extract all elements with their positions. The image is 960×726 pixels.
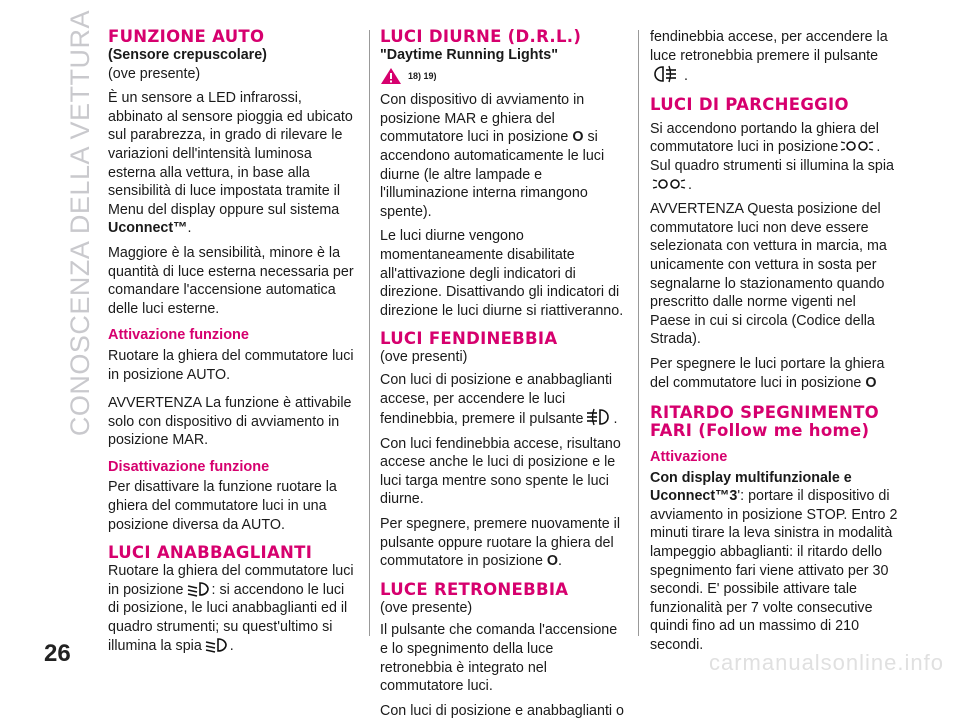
paragraph: Ruotare la ghiera del commutatore luci in posizione AUTO. — [108, 347, 354, 383]
paragraph: fendinebbia accese, per accendere la luce retronebbia premere il pulsante . — [650, 29, 888, 85]
page-number: 26 — [44, 640, 71, 667]
subheading-sensore: (Sensore crepuscolare) — [108, 47, 267, 63]
column-divider — [638, 30, 639, 636]
paragraph: Ruotare la ghiera del commutatore luci in posizione : si accendono le luci di posizione, le luci anabbaglianti ed il quadro strumenti; su quest'ultimo si illumina la spia . — [108, 563, 354, 654]
uconnect-label: Uconnect™ — [108, 220, 188, 237]
paragraph: Si accendono portando la ghiera del commutatore luci in posizione . Sul quadro strumenti si illumina la spia . — [650, 120, 894, 193]
column-1 — [108, 28, 356, 661]
warning-ref-numbers: 18) 19) — [408, 70, 437, 81]
warning-reference — [380, 67, 628, 86]
position-o-label: O — [546, 553, 559, 570]
paragraph: Con luci di posizione e anabbaglianti accese, per accendere le luci fendinebbia, premere il pulsante . — [380, 371, 618, 428]
rear-fog-light-icon — [652, 65, 678, 83]
paragraph: Per disattivare la funzione ruotare la ghiera del commutatore luci in una posizione diversa da AUTO. — [108, 479, 337, 533]
low-beam-warning-light-icon — [204, 637, 228, 653]
paragraph: (ove presente) — [108, 65, 201, 82]
column-3 — [650, 28, 900, 661]
low-beam-icon — [186, 581, 210, 597]
position-o-label: O — [865, 374, 877, 391]
paragraph: Le luci diurne vengono momentaneamente disabilitate all'attivazione degli indicatori di direzione. Disattivando gli indicatori di direzione le luci diurne si riattiveranno. — [380, 228, 624, 319]
parking-light-icon — [840, 138, 874, 154]
heading-funzione-auto: FUNZIONE AUTO — [108, 27, 265, 46]
paragraph: Con luci di posizione e anabbaglianti o — [380, 702, 625, 719]
paragraph: Per spegnere, premere nuovamente il pulsante oppure ruotare la ghiera del commutatore in posizione O. — [380, 516, 621, 570]
paragraph: (ove presenti) — [380, 349, 468, 366]
heading-ritardo-spegnimento: RITARDO SPEGNIMENTO FARI (Follow me home) — [650, 403, 879, 441]
front-fog-light-icon — [585, 408, 611, 426]
column-2 — [380, 28, 628, 726]
subheading-drl: "Daytime Running Lights" — [380, 47, 558, 63]
heading-attivazione: Attivazione — [650, 449, 728, 466]
paragraph: Con dispositivo di avviamento in posizione MAR e ghiera del commutatore luci in posizione O si accendono automaticamente le luci diurne (le altre lampade e l'illuminazione interna rimangono spente). — [380, 92, 605, 220]
paragraph: È un sensore a LED infrarossi, abbinato al sensore pioggia ed ubicato sul parabrezza, in grado di rilevare le variazioni dell'intensità luminosa esterna alla vettura, in base alla sensibilità di luce impostata tramite il Menu del display oppure sul sistema Uconnect™. — [108, 90, 353, 237]
parking-warning-light-icon — [652, 176, 686, 192]
heading-disattivazione: Disattivazione funzione — [108, 458, 270, 475]
paragraph: Per spegnere le luci portare la ghiera del commutatore luci in posizione O — [650, 355, 885, 391]
column-divider — [369, 30, 370, 636]
paragraph: Maggiore è la sensibilità, minore è la quantità di luce esterna necessaria per comandare l'accensione automatica delle luci esterne. — [108, 244, 354, 317]
heading-luci-fendinebbia: LUCI FENDINEBBIA — [380, 329, 558, 349]
paragraph: (ove presente) — [380, 599, 473, 616]
position-o-label: O — [572, 129, 584, 146]
watermark: carmanualsonline.info — [708, 650, 944, 675]
side-section-title: CONOSCENZA DELLA VETTURA — [65, 10, 95, 437]
heading-attivazione: Attivazione funzione — [108, 327, 249, 344]
heading-luci-parcheggio: LUCI DI PARCHEGGIO — [650, 94, 849, 114]
warning-triangle-icon — [380, 67, 402, 85]
paragraph: Con luci fendinebbia accese, risultano accese anche le luci di posizione e le luci targa mentre sono spente le luci diurne. — [380, 435, 621, 508]
paragraph: AVVERTENZA La funzione è attivabile solo con dispositivo di avviamento in posizione MAR. — [108, 395, 352, 449]
heading-luci-anabbaglianti: LUCI ANABBAGLIANTI — [108, 543, 313, 563]
paragraph: Il pulsante che comanda l'accensione e lo spegnimento della luce retronebbia è integrato nel commutatore luci. — [380, 622, 618, 695]
heading-luce-retronebbia: LUCE RETRONEBBIA — [380, 579, 569, 599]
paragraph: AVVERTENZA Questa posizione del commutatore luci non deve essere selezionata con vettura in marcia, ma unicamente con vettura in sosta per segnalarne lo stazionamento quando prescritto dalle norme vigenti nel Paese in cui si circola (Codice della Strada). — [650, 201, 887, 348]
heading-luci-diurne: LUCI DIURNE (D.R.L.) — [380, 27, 582, 46]
paragraph: Con display multifunzionale e Uconnect™3': portare il dispositivo di avviamento in posizione STOP. Entro 2 minuti tirare la leva sinistra in modalità lampeggio abbaglianti: il ritardo dello spegnimento fari viene attivato per 30 secondi. E' possibile attivare tale funzionalità per 7 volte consecutive quindi fino ad un massimo di 210 secondi. — [650, 469, 898, 654]
